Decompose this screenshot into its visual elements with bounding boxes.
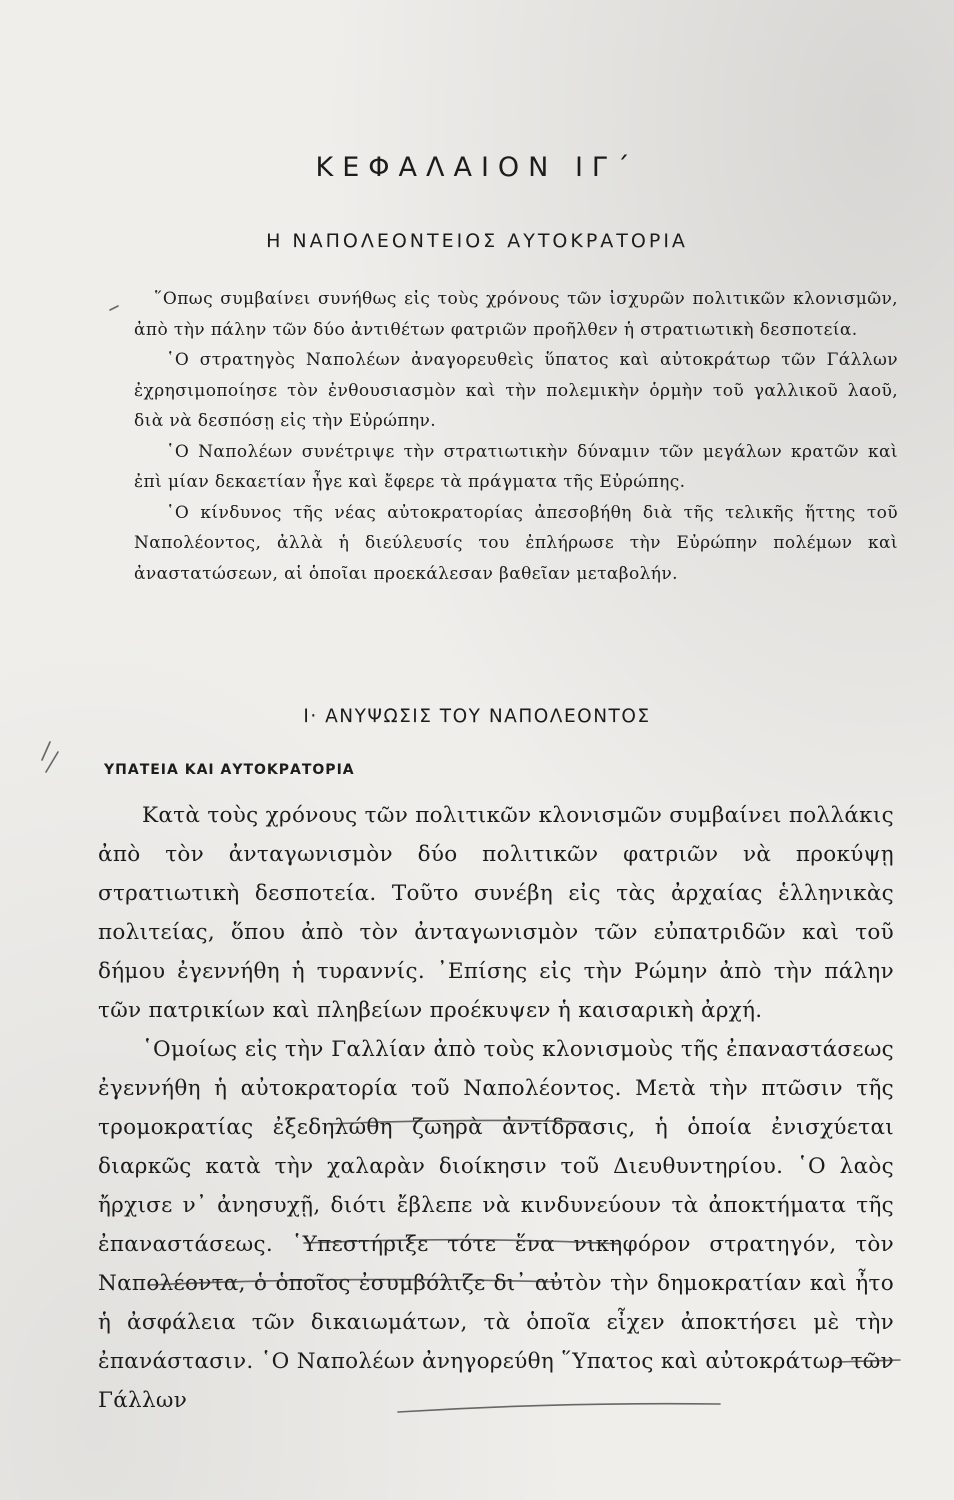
section-heading: Ι· ΑΝΥΨΩΣΙΣ ΤΟΥ ΝΑΠΟΛΕΟΝΤΟΣ	[303, 706, 651, 727]
summary-paragraph: ῾Ο κίνδυνος τῆς νέας αὐτοκρατορίας ἀπεσοβήθη διὰ τῆς τελικῆς ἥττης τοῦ Ναπολέοντος, ἀλλὰ ἡ διεύλευσίς του ἐπλήρωσε τὴν Εὐρώπην πολέμων καὶ ἀναστατώσεων, αἱ ὁποῖαι προεκάλεσαν βαθεῖαν μεταβολήν.	[134, 502, 898, 584]
summary-paragraph: ῾Ο Ναπολέων συνέτριψε τὴν στρατιωτικὴν δύναμιν τῶν μεγάλων κρατῶν καὶ ἐπὶ μίαν δεκαετίαν ἦγε καὶ ἔφερε τὰ πράγματα τῆς Εὐρώπης.	[134, 441, 898, 492]
summary-paragraph: ῾Ο στρατηγὸς Ναπολέων ἀναγορευθεὶς ὕπατος καὶ αὐτοκράτωρ τῶν Γάλλων ἐχρησιμοποίησε τὸν ἐνθουσιασμὸν καὶ τὴν πολεμικὴν ὁρμὴν τοῦ γαλλικοῦ λαοῦ, διὰ νὰ δεσπόσῃ εἰς τὴν Εὐρώπην.	[134, 350, 898, 431]
margin-mark	[42, 742, 58, 772]
body-text	[98, 796, 894, 1420]
margin-mark	[110, 306, 118, 310]
chapter-title: Η ΝΑΠΟΛΕΟΝΤΕΙΟΣ ΑΥΤΟΚΡΑΤΟΡΙΑ	[266, 230, 688, 252]
subsection-heading: ΥΠΑΤΕΙΑ ΚΑΙ ΑΥΤΟΚΡΑΤΟΡΙΑ	[104, 762, 355, 778]
chapter-summary	[134, 284, 898, 589]
chapter-heading: ΚΕΦΑΛΑΙΟΝ ΙΓ΄	[315, 152, 639, 183]
summary-paragraph: ῞Οπως συμβαίνει συνήθως εἰς τοὺς χρόνους τῶν ἰσχυρῶν πολιτικῶν κλονισμῶν, ἀπὸ τὴν πάλην τῶν δύο ἀντιθέτων φατριῶν προῆλθεν ἡ στρατιωτικὴ δεσποτεία.	[134, 289, 898, 340]
body-paragraph: ῾Ομοίως εἰς τὴν Γαλλίαν ἀπὸ τοὺς κλονισμοὺς τῆς ἐπαναστάσεως ἐγεννήθη ἡ αὐτοκρατορία τοῦ Ναπολέοντος. Μετὰ τὴν πτῶσιν τῆς τρομοκρατίας ἐξεδηλώθη ζωηρὰ ἀντίδρασις, ἡ ὁποία ἐνισχύεται διαρκῶς κατὰ τὴν χαλαρὰν διοίκησιν τοῦ Διευθυντηρίου. ῾Ο λαὸς ἤρχισε ν᾿ ἀνησυχῇ, διότι ἔβλεπε νὰ κινδυνεύουν τὰ ἀποκτήματα τῆς ἐπαναστάσεως. ῾Υπεστήριξε τότε ἕνα νικηφόρον στρατηγόν, τὸν Ναπολέοντα, ὁ ὁποῖος ἐσυμβόλιζε δι᾿ αὐτὸν τὴν δημοκρατίαν καὶ ἦτο ἡ ἀσφάλεια τῶν δικαιωμάτων, τὰ ὁποῖα εἶχεν ἀποκτήσει μὲ τὴν ἐπανάστασιν. ῾Ο Ναπολέων ἀνηγορεύθη ῞Υπατος καὶ αὐτοκράτωρ τῶν Γάλλων	[98, 1037, 894, 1413]
body-paragraph: Κατὰ τοὺς χρόνους τῶν πολιτικῶν κλονισμῶν συμβαίνει πολλάκις ἀπὸ τὸν ἀνταγωνισμὸν δύο πολιτικῶν φατριῶν νὰ προκύψῃ στρατιωτικὴ δεσποτεία. Τοῦτο συνέβη εἰς τὰς ἀρχαίας ἑλληνικὰς πολιτείας, ὅπου ἀπὸ τὸν ἀνταγωνισμὸν τῶν εὐπατριδῶν καὶ τοῦ δήμου ἐγεννήθη ἡ τυραννίς. ᾿Επίσης εἰς τὴν Ρώμην ἀπὸ τὴν πάλην τῶν πατρικίων καὶ πληβείων προέκυψεν ἡ καισαρικὴ ἀρχή.	[98, 803, 894, 1023]
